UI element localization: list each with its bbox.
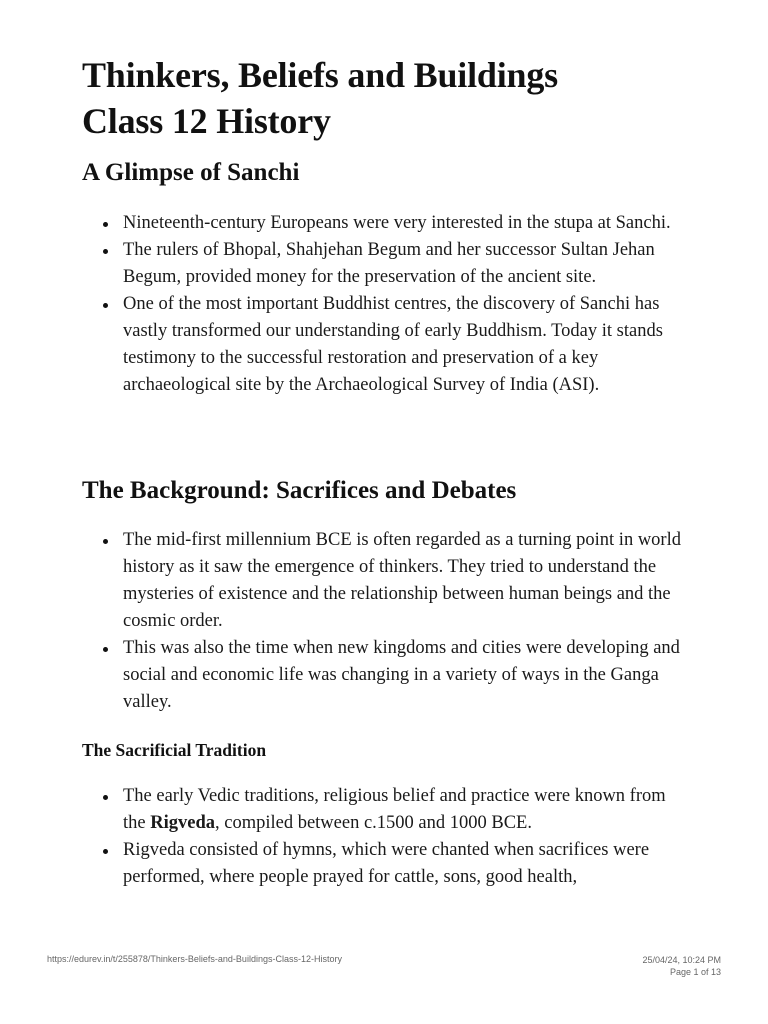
- text-run: , compiled between c.1500 and 1000 BCE.: [214, 813, 532, 833]
- page-title: [82, 52, 558, 144]
- footer-datetime: 25/04/24, 10:24 PM: [642, 955, 721, 965]
- bullet-list-sanchi: [82, 210, 692, 399]
- bold-term-rigveda: Rigveda: [150, 813, 215, 833]
- section-heading-background: The Background: Sacrifices and Debates: [82, 477, 517, 504]
- list-item: [82, 783, 692, 837]
- list-item: Rigveda consisted of hymns, which were chanted when sacrifices were performed, where people prayed for cattle, sons, good health,: [82, 837, 692, 891]
- page-title-line1: Thinkers, Beliefs and Buildings: [82, 55, 558, 95]
- page-title-line2: Class 12 History: [82, 101, 331, 141]
- footer-meta: [642, 954, 721, 978]
- list-item: The rulers of Bhopal, Shahjehan Begum and her successor Sultan Jehan Begum, provided money for the preservation of the ancient site.: [82, 237, 692, 291]
- bullet-list-sacrificial: [82, 783, 692, 891]
- section-heading-glimpse-of-sanchi: A Glimpse of Sanchi: [82, 159, 300, 186]
- bullet-list-background: [82, 527, 692, 716]
- subsection-heading-sacrificial-tradition: The Sacrificial Tradition: [82, 740, 267, 760]
- list-item: One of the most important Buddhist centres, the discovery of Sanchi has vastly transformed our understanding of early Buddhism. Today it stands testimony to the successful restoration and preservation of a key archaeological site by the Archaeological Survey of India (ASI).: [82, 291, 692, 399]
- list-item: This was also the time when new kingdoms and cities were developing and social and economic life was changing in a variety of ways in the Ganga valley.: [82, 635, 692, 716]
- footer-page-number: Page 1 of 13: [669, 967, 721, 977]
- list-item: The mid-first millennium BCE is often regarded as a turning point in world history as it saw the emergence of thinkers. They tried to understand the mysteries of existence and the relationship between human beings and the cosmic order.: [82, 527, 692, 635]
- footer-url: https://edurev.in/t/255878/Thinkers-Beliefs-and-Buildings-Class-12-History: [47, 954, 342, 964]
- text-run: The early Vedic traditions, religious belief and practice were known from the: [123, 786, 666, 833]
- list-item: Nineteenth-century Europeans were very interested in the stupa at Sanchi.: [82, 210, 692, 237]
